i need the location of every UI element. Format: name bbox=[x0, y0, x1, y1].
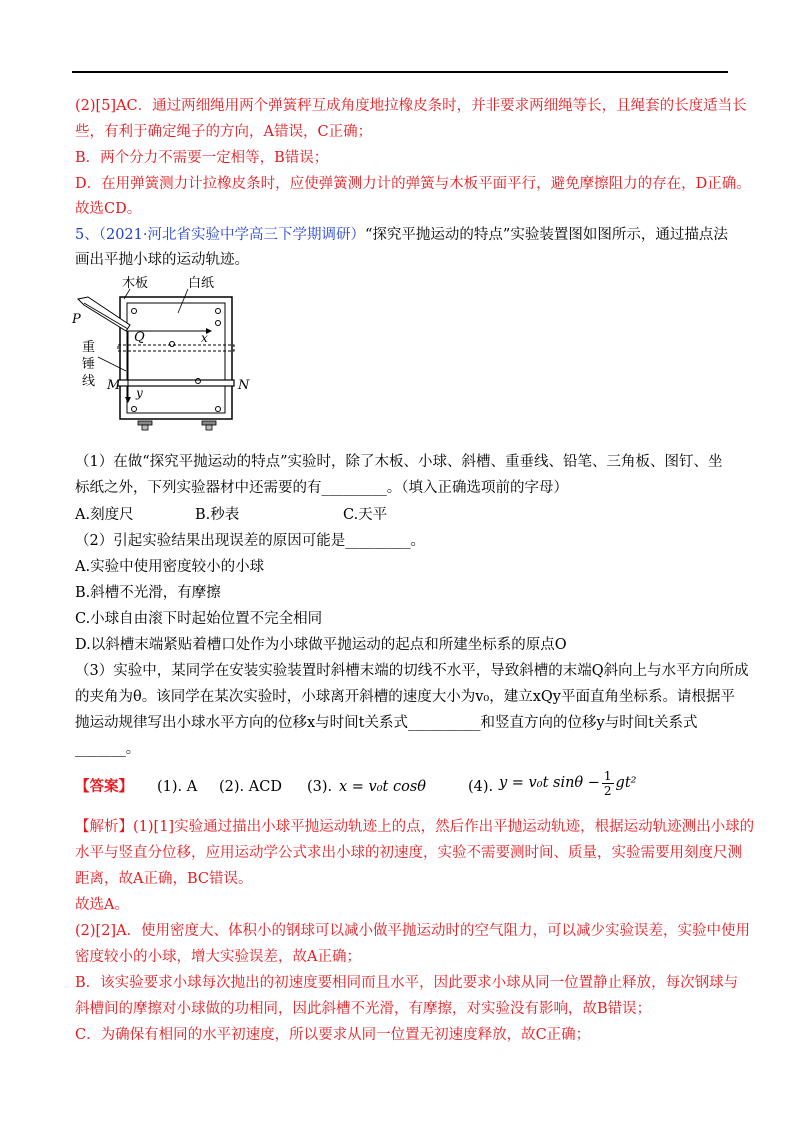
answer-3-label: (3). bbox=[307, 779, 333, 795]
answer-row bbox=[75, 768, 637, 802]
svg-text:线: 线 bbox=[82, 374, 96, 389]
label-p: P bbox=[72, 312, 81, 327]
explanation-line: 故选A。 bbox=[75, 897, 129, 913]
pin bbox=[170, 342, 175, 347]
svg-text:锤: 锤 bbox=[82, 357, 96, 372]
foot-left bbox=[138, 421, 152, 425]
board-outer bbox=[120, 297, 232, 419]
experiment-diagram bbox=[70, 275, 250, 440]
pin bbox=[216, 309, 221, 314]
pin bbox=[132, 309, 137, 314]
explanation-line: 斜槽间的摩擦对小球做的功相同，因此斜槽不光滑，有摩擦，对实验没有影响，故B错误； bbox=[75, 1001, 652, 1017]
question-part-1: 标纸之外，下列实验器材中还需要的有_________。（填入正确选项前的字母） bbox=[75, 480, 568, 496]
option-b: B.斜槽不光滑，有摩擦 bbox=[75, 585, 221, 601]
question-part-3: 的夹角为θ。该同学在某次实验时，小球离开斜槽的速度大小为v₀，建立xQy平面直角坐标系。请根据平 bbox=[75, 689, 735, 705]
text-line: (2)[5]AC．通过两细绳用两个弹簧秤互成角度地拉橡皮条时，并非要求两细绳等长，且绳套的长度适当长 bbox=[75, 98, 747, 114]
question-text: 画出平抛小球的运动轨迹。 bbox=[75, 252, 249, 268]
label-m: M bbox=[107, 378, 121, 393]
label-weight: 重 bbox=[82, 340, 96, 355]
text-line: 些，有利于确定绳子的方向，A错误，C正确； bbox=[75, 124, 373, 140]
crossbar-dashed bbox=[118, 345, 234, 351]
question-part-2: （2）引起实验结果出现误差的原因可能是_________。 bbox=[75, 533, 425, 549]
answer-4-label: (4). bbox=[468, 779, 494, 795]
question-part-3: （3）实验中，某同学在安装实验装置时斜槽末端的切线不水平，导致斜槽的末端Q斜向上与水平方向所成 bbox=[75, 663, 749, 679]
option-c: C.小球自由滚下时起始位置不完全相同 bbox=[75, 611, 323, 627]
explanation-line: C．为确保有相同的水平初速度，所以要求从同一位置无初速度释放，故C正确； bbox=[75, 1027, 591, 1043]
option-list bbox=[75, 505, 388, 525]
label-board: 木板 bbox=[122, 276, 149, 291]
option-c: C.天平 bbox=[343, 507, 388, 523]
question-part-3: 抛运动规律写出小球水平方向的位移x与时间t关系式__________和竖直方向的位移y与时间t关系式 bbox=[75, 715, 698, 731]
label-q: Q bbox=[134, 330, 145, 345]
text-line: D．在用弹簧测力计拉橡皮条时，应使弹簧测力计的弹簧与木板平面平行，避免摩擦阻力的存在，D正确。 bbox=[75, 176, 751, 192]
header-rule bbox=[72, 71, 728, 73]
explanation-line: (2)[2]A．使用密度大、体积小的钢球可以减小做平抛运动时的空气阻力，可以减少实验误差，实验中使用 bbox=[75, 923, 751, 939]
text-line: 故选CD。 bbox=[75, 201, 142, 217]
question-number: 5、 bbox=[75, 227, 99, 243]
label-paper: 白纸 bbox=[188, 276, 215, 291]
answer-4-formula: y = v₀t sinθ − $\frac{1}{2}$ gt² bbox=[499, 768, 637, 798]
pin bbox=[216, 407, 221, 412]
question-text: “探究平抛运动的特点”实验装置图如图所示，通过描点法 bbox=[365, 227, 728, 243]
question-5-header bbox=[75, 225, 728, 245]
pin bbox=[132, 407, 137, 412]
label-x: x bbox=[201, 331, 208, 345]
option-b: B.秒表 bbox=[195, 507, 240, 523]
question-source: （2021·河北省实验中学高三下学期调研） bbox=[98, 227, 365, 243]
answer-3-formula: x = v₀t cosθ bbox=[339, 779, 427, 795]
explanation-line: 密度较小的小球，增大实验误差，故A正确； bbox=[75, 949, 361, 965]
option-d: D.以斜槽末端紧贴着槽口处作为小球做平抛运动的起点和所建坐标系的原点O bbox=[75, 637, 567, 653]
text-line: B．两个分力不需要一定相等，B错误； bbox=[75, 150, 329, 166]
explanation-line: 水平与竖直分位移，应用运动学公式求出小球的初速度，实验不需要测时间、质量，实验需要用刻度尺测 bbox=[75, 845, 742, 861]
foot-right bbox=[202, 421, 216, 425]
explanation-line: B．该实验要求小球每次抛出的初速度要相同而且水平，因此要求小球从同一位置静止释放，每次钢球与 bbox=[75, 975, 739, 991]
option-a: A.实验中使用密度较小的小球 bbox=[75, 559, 265, 575]
answer-label: 【答案】 bbox=[75, 778, 133, 795]
answer-1: (1). A bbox=[157, 779, 198, 795]
explanation-line: 距离，故A正确，BC错误。 bbox=[75, 871, 253, 887]
pin bbox=[216, 321, 221, 326]
label-n: N bbox=[238, 378, 250, 393]
question-part-1: （1）在做“探究平抛运动的特点”实验时，除了木板、小球、斜槽、重垂线、铅笔、三角板、图钉、坐 bbox=[75, 454, 723, 470]
explanation-line: 【解析】(1)[1]实验通过描出小球平抛运动轨迹上的点，然后作出平抛运动轨迹，根据运动轨迹测出小球的 bbox=[75, 819, 755, 835]
label-y: y bbox=[136, 386, 143, 400]
question-part-3: _______。 bbox=[75, 741, 141, 757]
answer-2: (2). ACD bbox=[219, 779, 282, 795]
option-a: A.刻度尺 bbox=[75, 507, 134, 523]
